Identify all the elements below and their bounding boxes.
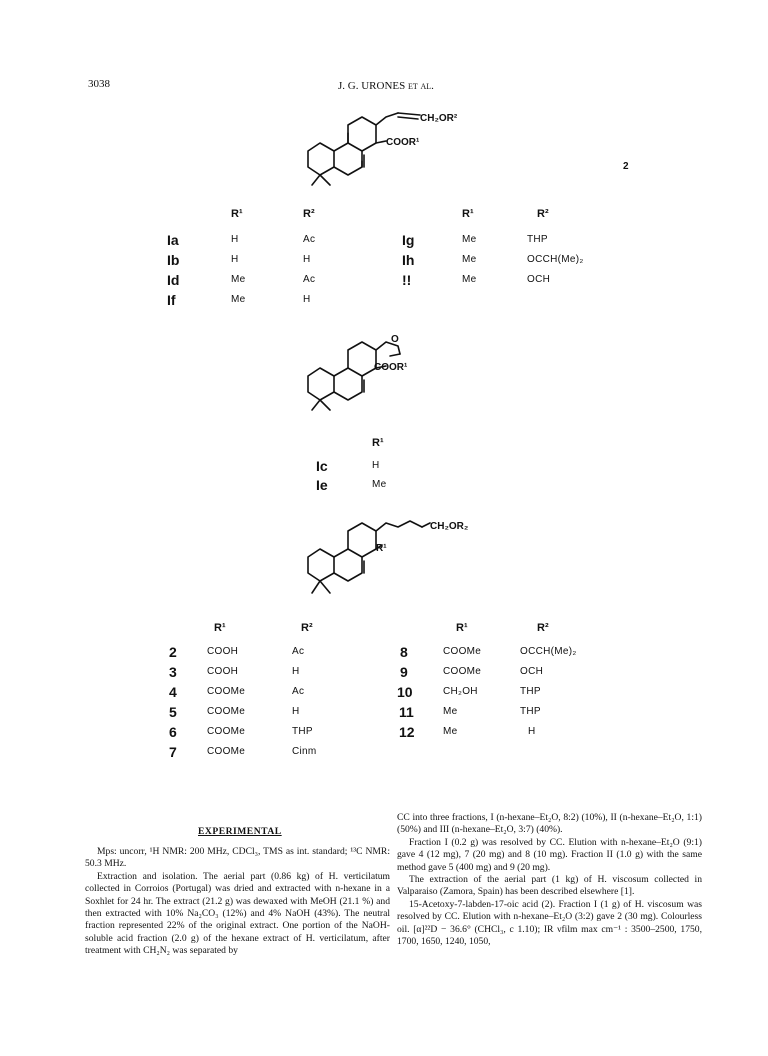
section-heading: EXPERIMENTAL	[198, 826, 282, 837]
r1-value: H	[231, 234, 239, 245]
r2-value: Ac	[292, 686, 305, 697]
r1-value: COOMe	[443, 666, 482, 677]
table3-col-r1: R¹	[214, 622, 226, 634]
compound-id: 10	[397, 684, 413, 700]
compound-id: Id	[167, 272, 180, 288]
paragraph: The extraction of the aerial part (1 kg) of H. viscosum collected in Valparaiso (Zamora, Spain) has been described elsewhere [1].	[397, 874, 702, 898]
r2-value: THP	[520, 706, 541, 717]
r1-value: Me	[443, 726, 458, 737]
table3-col-r2b: R²	[537, 622, 549, 634]
r1-value: Me	[231, 294, 246, 305]
compound-id: 2	[169, 644, 177, 660]
r1-value: COOMe	[207, 686, 246, 697]
paragraph: 15-Acetoxy-7-labden-17-oic acid (2). Fraction I (1 g) of H. viscosum was resolved by CC. Elution with n-hexane–Et₂O (3:2) gave 2 (30 mg). Colourless oil. [α]²²D − 36.6° (CHCl₃, c 1.10); IR νfilm max cm⁻¹ : 3500–2500, 1750, 1700, 1650, 1240, 1050,	[397, 898, 702, 948]
page-number: 3038	[88, 78, 110, 90]
r1-value: CH₂OH	[443, 686, 478, 697]
r1-value: COOMe	[443, 646, 482, 657]
structure-2-sub1: O	[391, 334, 399, 345]
r2-value: OCCH(Me)₂	[520, 646, 577, 657]
table1-col-r1b: R¹	[462, 208, 474, 220]
structure-1-sub2: COOR¹	[386, 137, 420, 148]
r2-value: H	[292, 706, 300, 717]
structure-1-drawing	[290, 105, 490, 195]
r1-value: COOMe	[207, 706, 246, 717]
r2-value: THP	[520, 686, 541, 697]
running-title: J. G. URONES et al.	[338, 80, 434, 92]
r1-value: Me	[462, 274, 477, 285]
r2-value: Ac	[292, 646, 305, 657]
r2-value: H	[292, 666, 300, 677]
r2-value: OCH	[527, 274, 551, 285]
r2-value: H	[528, 726, 536, 737]
table3-col-r2: R²	[301, 622, 313, 634]
left-column	[85, 846, 390, 958]
compound-id: 8	[400, 644, 408, 660]
paragraph: Mps: uncorr, ¹H NMR: 200 MHz, CDCl₃, TMS as int. standard; ¹³C NMR: 50.3 MHz.	[85, 846, 390, 870]
compound-id: 6	[169, 724, 177, 740]
compound-id: 12	[399, 724, 415, 740]
r2-value: Ac	[303, 234, 316, 245]
paragraph: Fraction I (0.2 g) was resolved by CC. Elution with n-hexane–Et₂O (9:1) gave 4 (12 mg), 7 (20 mg) and 8 (10 mg). Fraction II (1.0 g) with the same method gave 5 (400 mg) and 9 (20 mg).	[397, 836, 702, 873]
structure-3-drawing	[290, 505, 490, 615]
r2-value: H	[303, 254, 311, 265]
r2-value: Cinm	[292, 746, 317, 757]
r1-value: Me	[231, 274, 246, 285]
r1-value: COOMe	[207, 726, 246, 737]
r1-value: COOMe	[207, 746, 246, 757]
r1-value: Me	[443, 706, 458, 717]
r1-value: COOH	[207, 666, 239, 677]
compound-id: 3	[169, 664, 177, 680]
r2-value: THP	[527, 234, 548, 245]
structure-1-sub1: CH₂OR²	[420, 113, 458, 124]
right-column	[397, 812, 702, 948]
table1-col-r2b: R²	[537, 208, 549, 220]
r1-value: Me	[462, 234, 477, 245]
table1-col-r1: R¹	[231, 208, 243, 220]
r2-value: OCH	[520, 666, 544, 677]
compound-id: Ig	[402, 232, 415, 248]
r1-value: Me	[372, 479, 387, 490]
structure-3-sub2: R¹	[376, 543, 387, 554]
compound-id: 5	[169, 704, 177, 720]
compound-id: 9	[400, 664, 408, 680]
r2-value: Ac	[303, 274, 316, 285]
side-compound-number: 2	[623, 161, 629, 172]
compound-id: Ia	[167, 232, 179, 248]
compound-id: 7	[169, 744, 177, 760]
structure-2-drawing	[290, 330, 490, 420]
r1-value: Me	[462, 254, 477, 265]
r1-value: H	[372, 460, 380, 471]
structure-2-sub2: COOR¹	[374, 362, 408, 373]
compound-id: Ic	[316, 458, 328, 474]
compound-id: 4	[169, 684, 177, 700]
r1-value: COOH	[207, 646, 239, 657]
table1-col-r2: R²	[303, 208, 315, 220]
paragraph: Extraction and isolation. The aerial part (0.86 kg) of H. verticilatum collected in Corroios (Portugal) was dried and extracted with n-hexane in a Soxhlet for 24 hr. The extract (21.2 g) was dewaxed with MeOH (21.1 %) and then extracted with 10% Na₂CO₃ (12%) and 4% NaOH (43%). The neutral fraction represented 22% of the original extract. One portion of the NaOH-soluble acid fraction (2.0 g) of the hexane extract of H. verticilatum, after treatment with CH₂N₂ was separated by	[85, 870, 390, 957]
table2-col-r1: R¹	[372, 437, 384, 449]
compound-id: Ih	[402, 252, 415, 268]
compound-id: 11	[399, 704, 414, 720]
compound-id: Ie	[316, 477, 328, 493]
r2-value: THP	[292, 726, 313, 737]
structure-3-sub1: CH₂OR₂	[430, 521, 469, 532]
r2-value: H	[303, 294, 311, 305]
r2-value: OCCH(Me)₂	[527, 254, 584, 265]
compound-id: Ib	[167, 252, 180, 268]
paragraph: CC into three fractions, I (n-hexane–Et₂O, 8:2) (10%), II (n-hexane–Et₂O, 1:1) (50%) and III (n-hexane–Et₂O, 3:7) (40%).	[397, 812, 702, 836]
compound-id: If	[167, 292, 176, 308]
table3-col-r1b: R¹	[456, 622, 468, 634]
r1-value: H	[231, 254, 239, 265]
compound-id: !!	[402, 272, 412, 288]
